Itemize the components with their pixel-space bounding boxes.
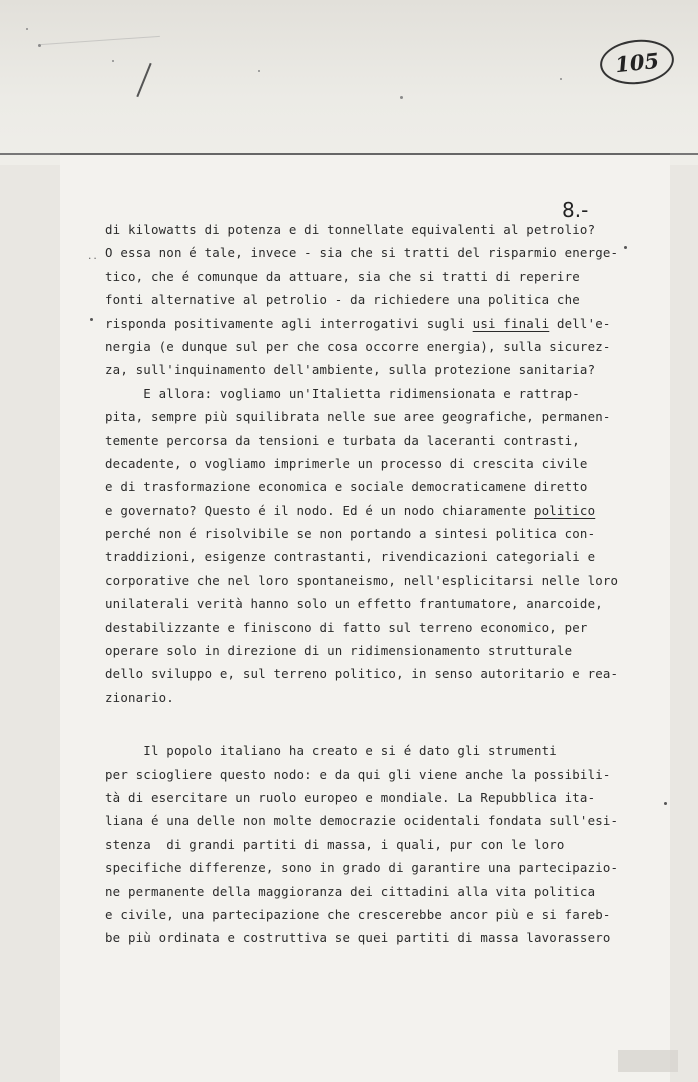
text-line: fonti alternative al petrolio - da richiedere una politica che — [105, 292, 580, 308]
margin-dot — [664, 802, 667, 805]
text-line: za, sull'inquinamento dell'ambiente, sulla protezione sanitaria? — [105, 362, 596, 378]
scan-edge-strip — [618, 1050, 678, 1072]
paragraph-gap — [105, 709, 605, 739]
text-line: di kilowatts di potenza e di tonnellate equivalenti al petrolio? — [105, 222, 596, 237]
text-line: be più ordinata e costruttiva se quei partiti di massa lavorassero — [105, 930, 611, 946]
text-line: per sciogliere questo nodo: e da qui gli viene anche la possibili- — [105, 766, 611, 782]
text-line: liana é una delle non molte democrazie ocidentali fondata sull'esi- — [105, 813, 619, 829]
text-line: traddizioni, esigenze contrastanti, rivendicazioni categoriali e — [105, 549, 596, 565]
text-line: Il popolo italiano ha creato e si é dato gli strumenti — [105, 743, 557, 759]
scan-background-top — [0, 0, 698, 165]
text-line: decadente, o vogliamo imprimerle un processo di crescita civile — [105, 455, 588, 471]
paragraph-1 — [105, 218, 619, 382]
text-line: tico, che é comunque da attuare, sia che si tratti di reperire — [105, 268, 580, 284]
paragraph-2 — [105, 382, 619, 709]
scan-speck — [400, 96, 403, 99]
text-line: stenza di grandi partiti di massa, i quali, pur con le loro — [105, 836, 565, 852]
text-line: zionario. — [105, 689, 174, 705]
paragraph-3 — [105, 739, 619, 950]
text-line — [105, 499, 605, 522]
text-line: corporative che nel loro spontaneismo, nell'esplicitarsi nelle loro — [105, 572, 619, 588]
text-line: temente percorsa da tensioni e turbata da laceranti contrasti, — [105, 432, 580, 448]
text-line: ne permanente della maggioranza dei cittadini alla vita politica — [105, 883, 596, 899]
margin-mark: .. — [87, 252, 98, 262]
text-line: destabilizzante e finiscono di fatto sul terreno economico, per — [105, 619, 588, 635]
text-line: nergia (e dunque sul per che cosa occorre energia), sulla sicurez- — [105, 338, 611, 354]
text-segment: dell'e- — [549, 315, 611, 331]
text-segment: e governato? Questo é il nodo. Ed é un nodo chiaramente — [105, 502, 534, 518]
margin-dot — [624, 246, 627, 249]
text-line: E allora: vogliamo un'Italietta ridimensionata e rattrap- — [105, 385, 580, 401]
text-line: perché non é risolvibile se non portando a sintesi politica con- — [105, 526, 596, 542]
page-number: 8.- — [562, 198, 589, 222]
text-line: e di trasformazione economica e sociale democraticamene diretto — [105, 479, 588, 495]
text-line — [105, 312, 611, 335]
underlined-usi-finali: usi finali — [472, 315, 550, 331]
text-line: tà di esercitare un ruolo europeo e mondiale. La Repubblica ita- — [105, 789, 596, 805]
text-line: O essa non é tale, invece - sia che si tratti del risparmio energe- — [105, 245, 619, 261]
scan-speck — [560, 78, 562, 80]
text-line: pita, sempre più squilibrata nelle sue aree geografiche, permanen- — [105, 409, 611, 425]
text-line: operare solo in direzione di un ridimensionamento strutturale — [105, 643, 573, 659]
underlined-politico: politico — [533, 502, 596, 518]
text-line: unilaterali verità hanno solo un effetto frantumatore, anarcoide, — [105, 596, 603, 612]
archive-stamp: 105 — [598, 36, 676, 87]
margin-dot — [90, 318, 93, 321]
text-line: specifiche differenze, sono in grado di garantire una partecipazio- — [105, 860, 619, 876]
text-line: e civile, una partecipazione che crescerebbe ancor più e si fareb- — [105, 906, 611, 922]
scan-speck — [112, 60, 114, 62]
document-body — [105, 218, 619, 950]
scan-speck — [258, 70, 260, 72]
text-segment: risponda positivamente agli interrogativi sugli — [105, 315, 473, 331]
text-line: dello sviluppo e, sul terreno politico, in senso autoritario e rea- — [105, 666, 619, 682]
scan-speck — [26, 28, 28, 30]
